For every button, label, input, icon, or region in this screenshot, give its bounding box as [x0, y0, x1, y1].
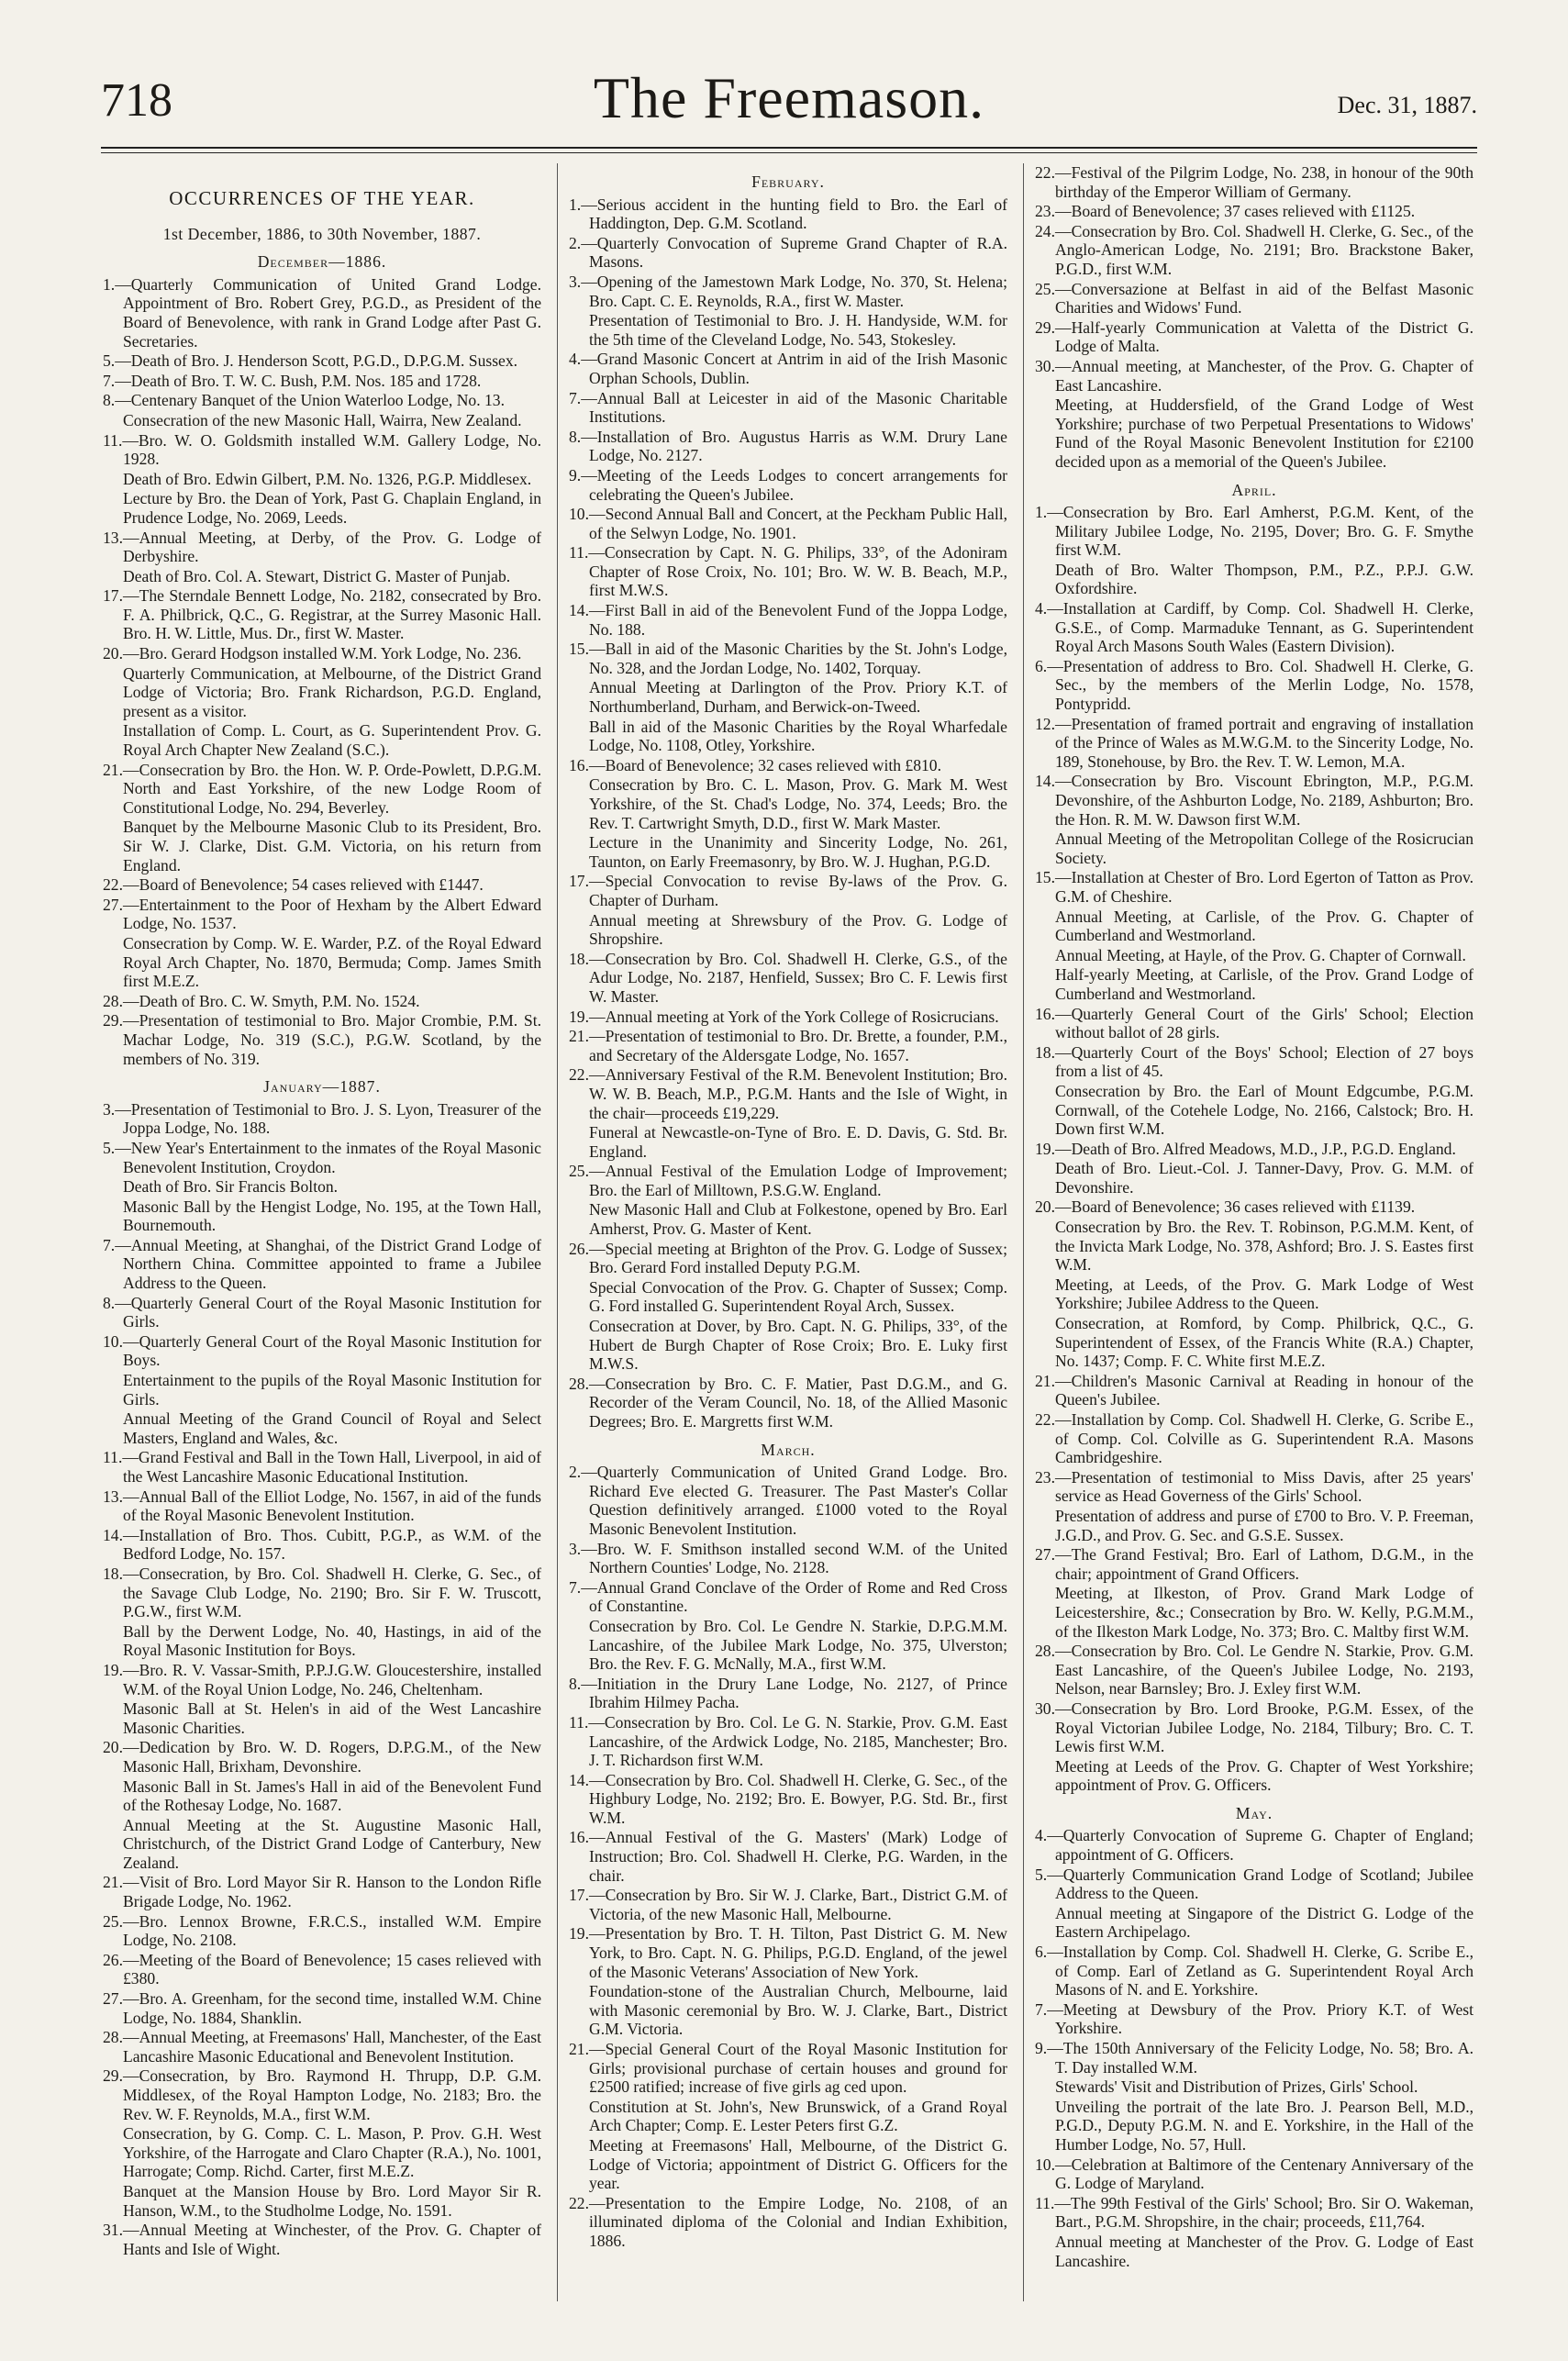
chronicle-entry: 18.—Quarterly Court of the Boys' School; Election of 27 boys from a list of 45.	[1035, 1042, 1473, 1081]
chronicle-entry: 25.—Annual Festival of the Emulation Lodge of Improvement; Bro. the Earl of Milltown, P.S.G.W. England.	[569, 1162, 1007, 1199]
sub-entry: Annual meeting at Singapore of the District G. Lodge of the Eastern Archipelago.	[1055, 1903, 1473, 1942]
sub-entry: Half-yearly Meeting, at Carlisle, of the Prov. Grand Lodge of Cumberland and Westmorland.	[1055, 965, 1473, 1003]
chronicle-entry: 20.—Bro. Gerard Hodgson installed W.M. York Lodge, No. 236.	[103, 644, 522, 663]
chronicle-entry: 19.—Annual meeting at York of the York College of Rosicrucians.	[569, 1007, 999, 1026]
chronicle-entry: 2.—Quarterly Communication of United Grand Lodge. Bro. Richard Eve elected G. Treasurer. The Past Master's Collar Question definitively arranged. £1000 voted to the Royal Masonic Benevolent Institution.	[569, 1463, 1007, 1538]
chronicle-entry: 4.—Grand Masonic Concert at Antrim in aid of the Irish Masonic Orphan Schools, Dublin.	[569, 350, 1007, 387]
chronicle-entry: 8.—Initiation in the Drury Lane Lodge, No. 2127, of Prince Ibrahim Hilmey Pacha.	[569, 1674, 1007, 1712]
chronicle-entry: 27.—Entertainment to the Poor of Hexham by the Albert Edward Lodge, No. 1537.	[103, 895, 541, 933]
chronicle-entry: 4.—Installation at Cardiff, by Comp. Col. Shadwell H. Clerke, G.S.E., of Comp. Marmaduke Tennant, as G. Superintendent Royal Arch Masons South Wales (Eastern Division).	[1035, 599, 1473, 656]
sub-entry: Installation of Comp. L. Court, as G. Superintendent Prov. G. Royal Arch Chapter New Zealand (S.C.).	[123, 721, 541, 760]
chronicle-entry: 6.—Presentation of address to Bro. Col. Shadwell H. Clerke, G. Sec., by the members of the Merlin Lodge, No. 1578, Pontypridd.	[1035, 656, 1473, 714]
month-heading: January—1887.	[263, 1077, 381, 1097]
chronicle-entry: 22.—Anniversary Festival of the R.M. Benevolent Institution; Bro. W. W. B. Beach, M.P., P.G.M. Hants and the Isle of Wight, in the chair—proceeds £19,229.	[569, 1065, 1007, 1122]
chronicle-entry: 21.—Special General Court of the Royal Masonic Institution for Girls; provisional purchase of certain houses and ground for £2500 ratified; increase of five girls ag ced upon.	[569, 2040, 1007, 2097]
chronicle-entry: 2.—Quarterly Convocation of Supreme Grand Chapter of R.A. Masons.	[569, 233, 1007, 272]
sub-entry: Consecration of the new Masonic Hall, Wairra, New Zealand.	[123, 410, 522, 429]
chronicle-entry: 16.—Annual Festival of the G. Masters' (Mark) Lodge of Instruction; Bro. Col. Shadwell H. Clerke, P.G. Warden, in the chair.	[569, 1828, 1007, 1885]
chronicle-entry: 21.—Visit of Bro. Lord Mayor Sir R. Hanson to the London Rifle Brigade Lodge, No. 1962.	[103, 1873, 541, 1911]
chronicle-entry: 7.—Death of Bro. T. W. C. Bush, P.M. Nos. 185 and 1728.	[103, 371, 482, 390]
month-heading: March.	[761, 1440, 816, 1459]
masthead	[101, 64, 1477, 138]
chronicle-entry: 4.—Quarterly Convocation of Supreme G. Chapter of England; appointment of G. Officers.	[1035, 1826, 1473, 1865]
sub-entry: Consecration by Bro. the Rev. T. Robinson, P.G.M.M. Kent, of the Invicta Mark Lodge, No. 378, Ashford; Bro. J. S. Eastes first W.M.	[1055, 1218, 1473, 1275]
sub-entry: Death of Bro. Sir Francis Bolton.	[123, 1177, 339, 1197]
chronicle-entry: 22.—Installation by Comp. Col. Shadwell H. Clerke, G. Scribe E., of Comp. Col. Colville as G. Superintendent R.A. Masons Cambridgeshire.	[1035, 1410, 1473, 1467]
chronicle-entry: 28.—Annual Meeting, at Freemasons' Hall, Manchester, of the East Lancashire Masonic Educational and Benevolent Institution.	[103, 2028, 541, 2066]
masthead-rule-thin	[101, 152, 1477, 153]
chronicle-entry: 23.—Presentation of testimonial to Miss Davis, after 25 years' service as Head Governess of the Girls' School.	[1035, 1467, 1473, 1506]
chronicle-entry: 27.—The Grand Festival; Bro. Earl of Lathom, D.G.M., in the chair; appointment of Grand Officers.	[1035, 1545, 1473, 1583]
chronicle-entry: 11.—Bro. W. O. Goldsmith installed W.M. Gallery Lodge, No. 1928.	[103, 430, 541, 469]
chronicle-entry: 22.—Presentation to the Empire Lodge, No. 2108, of an illuminated diploma of the Colonial and Indian Exhibition, 1886.	[569, 2193, 1007, 2250]
chronicle-entry: 17.—The Sterndale Bennett Lodge, No. 2182, consecrated by Bro. F. A. Philbrick, Q.C., G. Registrar, at the Surrey Masonic Hall. Bro. H. W. Little, Mus. Dr., first W. Master.	[103, 586, 541, 643]
chronicle-entry: 7.—Annual Grand Conclave of the Order of Rome and Red Cross of Constantine.	[569, 1577, 1007, 1616]
chronicle-entry: 14.—Consecration by Bro. Viscount Ebrington, M.P., P.G.M. Devonshire, of the Ashburton Lodge, No. 2189, Ashburton; Bro. the Hon. R. M. W. Dawson first W.M.	[1035, 772, 1473, 829]
chronicle-entry: 20.—Dedication by Bro. W. D. Rogers, D.P.G.M., of the New Masonic Hall, Brixham, Devonshire.	[103, 1738, 541, 1776]
page-number: 718	[101, 74, 172, 127]
sub-entry: Ball in aid of the Masonic Charities by the Royal Wharfedale Lodge, No. 1108, Otley, Yorkshire.	[589, 717, 1007, 755]
sub-entry: Meeting, at Leeds, of the Prov. G. Mark Lodge of West Yorkshire; Jubilee Address to the Queen.	[1055, 1275, 1473, 1313]
chronicle-entry: 22.—Festival of the Pilgrim Lodge, No. 238, in honour of the 90th birthday of the Emperor William of Germany.	[1035, 163, 1473, 201]
chronicle-entry: 8.—Installation of Bro. Augustus Harris as W.M. Drury Lane Lodge, No. 2127.	[569, 427, 1007, 465]
chronicle-entry: 11.—The 99th Festival of the Girls' School; Bro. Sir O. Wakeman, Bart., P.G.M. Shropshire, in the chair; proceeds, £11,764.	[1035, 2193, 1473, 2232]
chronicle-entry: 12.—Presentation of framed portrait and engraving of installation of the Prince of Wales as M.W.G.M. to the Sincerity Lodge, No. 189, Stonehouse, by Bro. the Rev. T. W. Lemon, M.A.	[1035, 714, 1473, 771]
sub-entry: Unveiling the portrait of the late Bro. J. Pearson Bell, M.D., P.G.D., Deputy P.G.M. N. and E. Yorkshire, in the Hall of the Humber Lodge, No. 57, Hull.	[1055, 2097, 1473, 2154]
chronicle-entry: 5.—Quarterly Communication Grand Lodge of Scotland; Jubilee Address to the Queen.	[1035, 1865, 1473, 1903]
sub-entry: Masonic Ball in St. James's Hall in aid of the Benevolent Fund of the Rothesay Lodge, No. 1687.	[123, 1776, 541, 1815]
sub-entry: Banquet at the Mansion House by Bro. Lord Mayor Sir R. Hanson, W.M., to the Studholme Lodge, No. 1591.	[123, 2181, 541, 2220]
chronicle-entry: 7.—Annual Meeting, at Shanghai, of the District Grand Lodge of Northern China. Committee appointed to frame a Jubilee Address to the Queen.	[103, 1235, 541, 1293]
chronicle-entry: 8.—Quarterly General Court of the Royal Masonic Institution for Girls.	[103, 1293, 541, 1331]
chronicle-entry: 30.—Annual meeting, at Manchester, of the Prov. G. Chapter of East Lancashire.	[1035, 356, 1473, 395]
chronicle-entry: 6.—Installation by Comp. Col. Shadwell H. Clerke, G. Scribe E., of Comp. Earl of Zetland as G. Superintendent Royal Arch Masons of N. and E. Yorkshire.	[1035, 1943, 1473, 1999]
sub-entry: Funeral at Newcastle-on-Tyne of Bro. E. D. Davis, G. Std. Br. England.	[589, 1123, 1007, 1161]
chronicle-entry: 11.—Grand Festival and Ball in the Town Hall, Liverpool, in aid of the West Lancashire Masonic Educational Institution.	[103, 1448, 541, 1486]
chronicle-entry: 29.—Consecration, by Bro. Raymond H. Thrupp, D.P. G.M. Middlesex, of the Royal Hampton Lodge, No. 2183; Bro. the Rev. W. F. Reynolds, M.A., first W.M.	[103, 2066, 541, 2123]
sub-entry: Meeting at Leeds of the Prov. G. Chapter of West Yorkshire; appointment of Prov. G. Officers.	[1055, 1756, 1473, 1795]
chronicle-entry: 19.—Presentation by Bro. T. H. Tilton, Past District G. M. New York, to Bro. Capt. N. G. Philips, P.G.D. England, of the jewel of the Masonic Veterans' Association of New York.	[569, 1924, 1007, 1981]
chronicle-entry: 14.—First Ball in aid of the Benevolent Fund of the Joppa Lodge, No. 188.	[569, 601, 1007, 639]
article-heading: OCCURRENCES OF THE YEAR.	[169, 187, 475, 209]
sub-entry: Annual Meeting, at Hayle, of the Prov. G. Chapter of Cornwall.	[1055, 945, 1466, 964]
sub-entry: Consecration by Bro. the Earl of Mount Edgcumbe, P.G.M. Cornwall, of the Cotehele Lodge, No. 2166, Calstock; Bro. H. Down first W.M.	[1055, 1081, 1473, 1139]
chronicle-entry: 13.—Annual Meeting, at Derby, of the Prov. G. Lodge of Derbyshire.	[103, 528, 541, 566]
chronicle-entry: 22.—Board of Benevolence; 54 cases relieved with £1447.	[103, 875, 484, 895]
chronicle-entry: 27.—Bro. A. Greenham, for the second time, installed W.M. Chine Lodge, No. 1884, Shanklin.	[103, 1989, 541, 2027]
chronicle-entry: 1.—Serious accident in the hunting field to Bro. the Earl of Haddington, Dep. G.M. Scotland.	[569, 195, 1007, 233]
chronicle-entry: 16.—Board of Benevolence; 32 cases relieved with £810.	[569, 755, 942, 774]
chronicle-entry: 7.—Meeting at Dewsbury of the Prov. Priory K.T. of West Yorkshire.	[1035, 1999, 1473, 2038]
chronicle-entry: 17.—Consecration by Bro. Sir W. J. Clarke, Bart., District G.M. of Victoria, of the new Masonic Hall, Melbourne.	[569, 1886, 1007, 1923]
sub-entry: Consecration by Bro. Col. Le Gendre N. Starkie, D.P.G.M.M. Lancashire, of the Jubilee Mark Lodge, No. 375, Ulverston; Bro. the Rev. F. G. McNally, M.A., first W.M.	[589, 1616, 1007, 1674]
sub-entry: Consecration at Dover, by Bro. Capt. N. G. Philips, 33°, of the Hubert de Burgh Chapter of Rose Croix; Bro. E. Luky first M.W.S.	[589, 1317, 1007, 1374]
chronicle-entry: 10.—Quarterly General Court of the Royal Masonic Institution for Boys.	[103, 1331, 541, 1370]
chronicle-entry: 9.—Meeting of the Leeds Lodges to concert arrangements for celebrating the Queen's Jubilee.	[569, 465, 1007, 504]
chronicle-entry: 3.—Bro. W. F. Smithson installed second W.M. of the United Northern Counties' Lodge, No. 2128.	[569, 1539, 1007, 1577]
chronicle-entry: 5.—New Year's Entertainment to the inmates of the Royal Masonic Benevolent Institution, Croydon.	[103, 1138, 541, 1176]
chronicle-entry: 26.—Special meeting at Brighton of the Prov. G. Lodge of Sussex; Bro. Gerard Ford installed Deputy P.G.M.	[569, 1239, 1007, 1277]
chronicle-entry: 7.—Annual Ball at Leicester in aid of the Masonic Charitable Institutions.	[569, 388, 1007, 427]
sub-entry: Death of Bro. Walter Thompson, P.M., P.Z., P.P.J. G.W. Oxfordshire.	[1055, 560, 1473, 598]
sub-entry: Banquet by the Melbourne Masonic Club to its President, Bro. Sir W. J. Clarke, Dist. G.M. Victoria, on his return from England.	[123, 818, 541, 874]
sub-entry: Constitution at St. John's, New Brunswick, of a Grand Royal Arch Chapter; Comp. E. Lester Peters first G.Z.	[589, 2097, 1007, 2135]
sub-entry: Annual Meeting, at Carlisle, of the Prov. G. Chapter of Cumberland and Westmorland.	[1055, 907, 1473, 945]
chronicle-entry: 28.—Consecration by Bro. C. F. Matier, Past D.G.M., and G. Recorder of the Veram Council, No. 18, of the Allied Masonic Degrees; Bro. E. Margretts first W.M.	[569, 1374, 1007, 1431]
sub-entry: Annual Meeting at the St. Augustine Masonic Hall, Christchurch, of the District Grand Lodge of Canterbury, New Zealand.	[123, 1815, 541, 1872]
chronicle-entry: 10.—Second Annual Ball and Concert, at the Peckham Public Hall, of the Selwyn Lodge, No. 1901.	[569, 505, 1007, 542]
chronicle-entry: 1.—Consecration by Bro. Earl Amherst, P.G.M. Kent, of the Military Jubilee Lodge, No. 2195, Dover; Bro. G. F. Smythe first W.M.	[1035, 503, 1473, 560]
chronicle-entry: 15.—Ball in aid of the Masonic Charities by the St. John's Lodge, No. 328, and the Jordan Lodge, No. 1402, Torquay.	[569, 640, 1007, 677]
sub-entry: Death of Bro. Col. A. Stewart, District G. Master of Punjab.	[123, 566, 511, 585]
chronicle-entry: 13.—Annual Ball of the Elliot Lodge, No. 1567, in aid of the funds of the Royal Masonic Benevolent Institution.	[103, 1487, 541, 1525]
sub-entry: Entertainment to the pupils of the Royal Masonic Institution for Girls.	[123, 1371, 541, 1409]
month-heading: May.	[1235, 1803, 1273, 1822]
issue-date: Dec. 31, 1887.	[1337, 92, 1477, 118]
sub-entry: Foundation-stone of the Australian Church, Melbourne, laid with Masonic ceremonial by Bro. W. J. Clarke, Bart., District G.M. Victoria.	[589, 1982, 1007, 2039]
sub-entry: Annual Meeting of the Grand Council of Royal and Select Masters, England and Wales, &c.	[123, 1409, 541, 1447]
column-2-body	[569, 173, 1007, 2251]
month-heading: February.	[751, 173, 825, 191]
chronicle-entry: 21.—Presentation of testimonial to Bro. Dr. Brette, a founder, P.M., and Secretary of the Aldersgate Lodge, No. 1657.	[569, 1027, 1007, 1064]
column-2	[569, 163, 1007, 2301]
sub-entry: Consecration, by G. Comp. C. L. Mason, P. Prov. G.H. West Yorkshire, of the Harrogate and Claro Chapter (R.A.), No. 1001, Harrogate; Comp. Richd. Carter, first M.E.Z.	[123, 2124, 541, 2181]
month-heading: December—1886.	[257, 252, 387, 272]
sub-entry: Annual meeting at Manchester of the Prov. G. Lodge of East Lancashire.	[1055, 2232, 1473, 2270]
chronicle-entry: 30.—Consecration by Bro. Lord Brooke, P.G.M. Essex, of the Royal Victorian Jubilee Lodge, No. 2184, Tilbury; Bro. C. T. Lewis first W.M.	[1035, 1698, 1473, 1756]
chronicle-entry: 11.—Consecration by Capt. N. G. Philips, 33°, of the Adoniram Chapter of Rose Croix, No. 101; Bro. W. W. B. Beach, M.P., first M.W.S.	[569, 543, 1007, 600]
sub-entry: Lecture in the Unanimity and Sincerity Lodge, No. 261, Taunton, on Early Freemasonry, by Bro. W. J. Hughan, P.G.D.	[589, 833, 1007, 871]
chronicle-entry: 23.—Board of Benevolence; 37 cases relieved with £1125.	[1035, 202, 1416, 221]
chronicle-entry: 24.—Consecration by Bro. Col. Shadwell H. Clerke, G. Sec., of the Anglo-American Lodge, No. 2191; Bro. Brackstone Baker, P.G.D., first W.M.	[1035, 221, 1473, 278]
sub-entry: Meeting, at Huddersfield, of the Grand Lodge of West Yorkshire; purchase of two Perpetual Presentations to Widows' Fund of the Royal Masonic Benevolent Institution for £2100 decided upon as a memorial of the Queen's Jubilee.	[1055, 395, 1473, 471]
chronicle-entry: 1.—Quarterly Communication of United Grand Lodge. Appointment of Bro. Robert Grey, P.G.D., as President of the Board of Benevolence, with rank in Grand Lodge after Past G. Secretaries.	[103, 274, 541, 351]
chronicle-entry: 14.—Consecration by Bro. Col. Shadwell H. Clerke, G. Sec., of the Highbury Lodge, No. 2192; Bro. E. Bowyer, P.G. Std. Br., first W.M.	[569, 1770, 1007, 1827]
chronicle-entry: 29.—Half-yearly Communication at Valetta of the District G. Lodge of Malta.	[1035, 317, 1473, 356]
sub-entry: New Masonic Hall and Club at Folkestone, opened by Bro. Earl Amherst, Prov. G. Master of Kent.	[589, 1200, 1007, 1239]
sub-entry: Lecture by Bro. the Dean of York, Past G. Chaplain England, in Prudence Lodge, No. 2069, Leeds.	[123, 489, 541, 527]
chronicle-entry: 20.—Board of Benevolence; 36 cases relieved with £1139.	[1035, 1197, 1416, 1217]
chronicle-entry: 29.—Presentation of testimonial to Bro. Major Crombie, P.M. St. Machar Lodge, No. 319 (S.C.), P.G.W. Scotland, by the members of No. 319.	[103, 1011, 541, 1068]
chronicle-entry: 10.—Celebration at Baltimore of the Centenary Anniversary of the G. Lodge of Maryland.	[1035, 2155, 1473, 2193]
sub-entry: Masonic Ball by the Hengist Lodge, No. 195, at the Town Hall, Bournemouth.	[123, 1197, 541, 1235]
newspaper-title: The Freemason.	[593, 65, 985, 130]
chronicle-entry: 21.—Children's Masonic Carnival at Reading in honour of the Queen's Jubilee.	[1035, 1371, 1473, 1409]
chronicle-entry: 16.—Quarterly General Court of the Girls' School; Election without ballot of 28 girls.	[1035, 1004, 1473, 1042]
chronicle-entry: 19.—Bro. R. V. Vassar-Smith, P.P.J.G.W. Gloucestershire, installed W.M. of the Royal Union Lodge, No. 246, Cheltenham.	[103, 1660, 541, 1698]
chronicle-entry: 14.—Installation of Bro. Thos. Cubitt, P.G.P., as W.M. of the Bedford Lodge, No. 157.	[103, 1525, 541, 1564]
sub-entry: Meeting at Freemasons' Hall, Melbourne, of the District G. Lodge of Victoria; appointment of District G. Officers for the year.	[589, 2135, 1007, 2193]
chronicle-entry: 8.—Centenary Banquet of the Union Waterloo Lodge, No. 13.	[103, 391, 506, 410]
sub-entry: Ball by the Derwent Lodge, No. 40, Hastings, in aid of the Royal Masonic Institution for Boys.	[123, 1621, 541, 1660]
chronicle-entry: 28.—Consecration by Bro. Col. Le Gendre N. Starkie, Prov. G.M. East Lancashire, of the Queen's Jubilee Lodge, No. 2193, Nelson, near Barnsley; Bro. J. Exley first W.M.	[1035, 1642, 1473, 1698]
chronicle-entry: 31.—Annual Meeting at Winchester, of the Prov. G. Chapter of Hants and Isle of Wight.	[103, 2221, 541, 2258]
sub-entry: Consecration by Comp. W. E. Warder, P.Z. of the Royal Edward Royal Arch Chapter, No. 1870, Bermuda; Comp. James Smith first M.E.Z.	[123, 933, 541, 991]
column-3-body	[1035, 163, 1473, 2270]
sub-entry: Annual Meeting of the Metropolitan College of the Rosicrucian Society.	[1055, 830, 1473, 867]
chronicle-entry: 18.—Consecration by Bro. Col. Shadwell H. Clerke, G.S., of the Adur Lodge, No. 2187, Henfield, Sussex; Bro C. F. Lewis first W. Master.	[569, 949, 1007, 1006]
chronicle-entry: 28.—Death of Bro. C. W. Smyth, P.M. No. 1524.	[103, 991, 420, 1010]
column-1-body	[103, 252, 541, 2258]
sub-entry: Consecration by Bro. C. L. Mason, Prov. G. Mark M. West Yorkshire, of the St. Chad's Lodge, No. 374, Leeds; Bro. the Rev. T. Cartwright Smyth, D.D., first W. Mark Master.	[589, 775, 1007, 832]
chronicle-entry: 21.—Consecration by Bro. the Hon. W. P. Orde-Powlett, D.P.G.M. North and East Yorkshire, of the new Lodge Room of Constitutional Lodge, No. 294, Beverley.	[103, 760, 541, 817]
column-3	[1035, 163, 1473, 2301]
chronicle-entry: 3.—Opening of the Jamestown Mark Lodge, No. 370, St. Helena; Bro. Capt. C. E. Reynolds, R.A., first W. Master.	[569, 272, 1007, 310]
column-1	[103, 163, 541, 2301]
chronicle-entry: 9.—The 150th Anniversary of the Felicity Lodge, No. 58; Bro. A. T. Day installed W.M.	[1035, 2039, 1473, 2077]
sub-entry: Meeting, at Ilkeston, of Prov. Grand Mark Lodge of Leicestershire, &c.; Consecration by Bro. W. Kelly, P.G.M.M., of the Ilkeston Mark Lodge, No. 373; Bro. C. Maltby first W.M.	[1055, 1584, 1473, 1641]
chronicle-entry: 25.—Conversazione at Belfast in aid of the Belfast Masonic Charities and Widows' Fund.	[1035, 279, 1473, 317]
sub-entry: Presentation of address and purse of £700 to Bro. V. P. Freeman, J.G.D., and Prov. G. Sec. and G.S.E. Sussex.	[1055, 1506, 1473, 1544]
column-divider	[1023, 163, 1024, 2301]
chronicle-entry: 11.—Consecration by Bro. Col. Le G. N. Starkie, Prov. G.M. East Lancashire, of the Ardwick Lodge, No. 2185, Manchester; Bro. J. T. Richardson first W.M.	[569, 1712, 1007, 1770]
chronicle-entry: 17.—Special Convocation to revise By-laws of the Prov. G. Chapter of Durham.	[569, 872, 1007, 909]
column-divider	[557, 163, 558, 2301]
sub-entry: Stewards' Visit and Distribution of Prizes, Girls' School.	[1055, 2077, 1418, 2097]
sub-entry: Presentation of Testimonial to Bro. J. H. Handyside, W.M. for the 5th time of the Cleveland Lodge, No. 543, Stokesley.	[589, 311, 1007, 349]
month-heading: April.	[1231, 480, 1277, 499]
chronicle-entry: 25.—Bro. Lennox Browne, F.R.C.S., installed W.M. Empire Lodge, No. 2108.	[103, 1911, 541, 1950]
article-subtitle: 1st December, 1886, to 30th November, 1887.	[162, 224, 482, 243]
masthead-rule	[101, 147, 1477, 149]
sub-entry: Quarterly Communication, at Melbourne, of the District Grand Lodge of Victoria; Bro. Frank Richardson, P.G.D. England, present as a visitor.	[123, 663, 541, 720]
chronicle-entry: 19.—Death of Bro. Alfred Meadows, M.D., J.P., P.G.D. England.	[1035, 1139, 1456, 1158]
sub-entry: Special Convocation of the Prov. G. Chapter of Sussex; Comp. G. Ford installed G. Superintendent Royal Arch, Sussex.	[589, 1277, 1007, 1316]
chronicle-entry: 26.—Meeting of the Board of Benevolence; 15 cases relieved with £380.	[103, 1950, 541, 1988]
sub-entry: Death of Bro. Lieut.-Col. J. Tanner-Davy, Prov. G. M.M. of Devonshire.	[1055, 1159, 1473, 1197]
sub-entry: Annual Meeting at Darlington of the Prov. Priory K.T. of Northumberland, Durham, and Berwick-on-Tweed.	[589, 678, 1007, 717]
sub-entry: Death of Bro. Edwin Gilbert, P.M. No. 1326, P.G.P. Middlesex.	[123, 469, 532, 488]
chronicle-entry: 5.—Death of Bro. J. Henderson Scott, P.G.D., D.P.G.M. Sussex.	[103, 351, 518, 371]
chronicle-entry: 15.—Installation at Chester of Bro. Lord Egerton of Tatton as Prov. G.M. of Cheshire.	[1035, 868, 1473, 906]
chronicle-entry: 18.—Consecration, by Bro. Col. Shadwell H. Clerke, G. Sec., of the Savage Club Lodge, No. 2190; Bro. Sir F. W. Truscott, P.G.W., first W.M.	[103, 1564, 541, 1621]
chronicle-entry: 3.—Presentation of Testimonial to Bro. J. S. Lyon, Treasurer of the Joppa Lodge, No. 188.	[103, 1099, 541, 1138]
sub-entry: Masonic Ball at St. Helen's in aid of the West Lancashire Masonic Charities.	[123, 1699, 541, 1737]
sub-entry: Consecration, at Romford, by Comp. Philbrick, Q.C., G. Superintendent of Essex, of the Francis White (R.A.) Chapter, No. 1437; Comp. F. C. White first M.E.Z.	[1055, 1314, 1473, 1371]
sub-entry: Annual meeting at Shrewsbury of the Prov. G. Lodge of Shropshire.	[589, 910, 1007, 949]
